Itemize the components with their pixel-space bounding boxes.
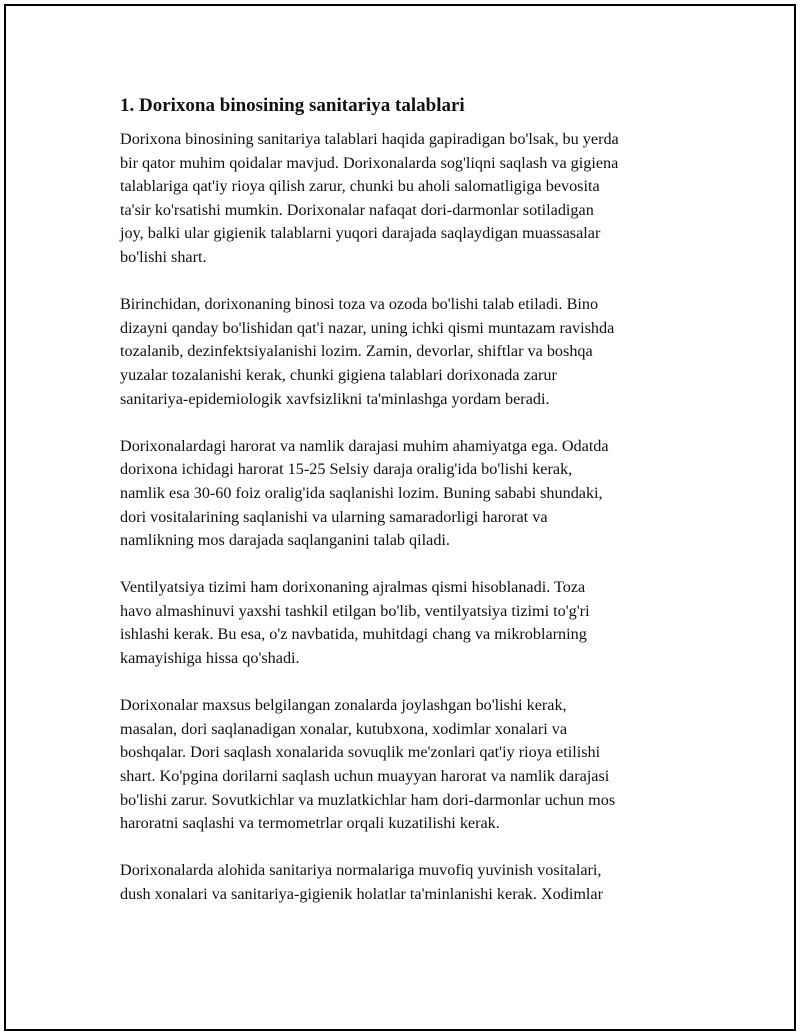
paragraph xyxy=(120,128,700,270)
text-line: Dorixonalar maxsus belgilangan zonalarda joylashgan bo'lishi kerak, xyxy=(120,696,567,715)
text-line: Birinchidan, dorixonaning binosi toza va ozoda bo'lishi talab etiladi. Bino xyxy=(120,295,599,314)
text-line: masalan, dori saqlanadigan xonalar, kutubxona, xodimlar xonalari va xyxy=(120,719,568,738)
text-line: haroratni saqlashi va termometrlar orqali kuzatilishi kerak. xyxy=(120,814,500,833)
text-line: bo'lishi zarur. Sovutkichlar va muzlatkichlar ham dori-darmonlar uchun mos xyxy=(120,790,616,809)
text-line: havo almashinuvi yaxshi tashkil etilgan bo'lib, ventilyatsiya tizimi to'g'ri xyxy=(120,601,590,620)
text-line: dush xonalari va sanitariya-gigienik holatlar ta'minlanishi kerak. Xodimlar xyxy=(120,885,604,903)
text-line: Ventilyatsiya tizimi ham dorixonaning ajralmas qismi hisoblanadi. Toza xyxy=(120,578,586,597)
paragraph xyxy=(120,435,700,553)
text-line: dorixona ichidagi harorat 15-25 Selsiy daraja oralig'ida bo'lishi kerak, xyxy=(120,460,573,479)
page-frame xyxy=(4,4,796,1031)
text-line: namlikning mos darajada saqlanganini talab qiladi. xyxy=(120,531,450,550)
text-line: namlik esa 30-60 foiz oralig'ida saqlanishi lozim. Buning sababi shundaki, xyxy=(120,483,603,502)
text-line: dori vositalarining saqlanishi va ularning samaradorligi harorat va xyxy=(120,507,548,526)
text-line: bir qator muhim qoidalar mavjud. Dorixonalarda sog'liqni saqlash va gigiena xyxy=(120,153,619,172)
text-line: boshqalar. Dori saqlash xonalarida sovuqlik me'zonlari qat'iy rioya etilishi xyxy=(120,743,601,762)
text-line: shart. Ko'pgina dorilarni saqlash uchun muayyan harorat va namlik darajasi xyxy=(120,767,610,786)
paragraph-list xyxy=(120,128,700,907)
text-line: ta'sir ko'rsatishi mumkin. Dorixonalar nafaqat dori-darmonlar sotiladigan xyxy=(120,200,594,219)
document-body xyxy=(120,94,700,930)
paragraph xyxy=(120,293,700,411)
text-line: tozalanib, dezinfektsiyalanishi lozim. Zamin, devorlar, shiftlar va boshqa xyxy=(120,342,593,361)
paragraph xyxy=(120,576,700,670)
text-line: yuzalar tozalanishi kerak, chunki gigiena talablari dorixonada zarur xyxy=(120,365,557,384)
text-line: dizayni qanday bo'lishidan qat'i nazar, uning ichki qismi muntazam ravishda xyxy=(120,318,615,337)
section-heading: 1. Dorixona binosining sanitariya talablari xyxy=(120,95,465,116)
text-line: Dorixonalarda alohida sanitariya normalariga muvofiq yuvinish vositalari, xyxy=(120,861,602,880)
paragraph xyxy=(120,694,700,836)
text-line: talablariga qat'iy rioya qilish zarur, chunki bu aholi salomatligiga bevosita xyxy=(120,177,600,196)
text-line: kamayishiga hissa qo'shadi. xyxy=(120,649,300,668)
text-line: sanitariya-epidemiologik xavfsizlikni ta'minlashga yordam beradi. xyxy=(120,389,550,408)
text-line: Dorixonalardagi harorat va namlik darajasi muhim ahamiyatga ega. Odatda xyxy=(120,436,609,455)
text-line: joy, balki ular gigienik talablarni yuqori darajada saqlaydigan muassasalar xyxy=(120,224,601,243)
text-line: Dorixona binosining sanitariya talablari haqida gapiradigan bo'lsak, bu yerda xyxy=(120,130,619,148)
paragraph xyxy=(120,859,700,906)
text-line: ishlashi kerak. Bu esa, o'z navbatida, muhitdagi chang va mikroblarning xyxy=(120,625,587,644)
text-line: bo'lishi shart. xyxy=(120,247,207,266)
